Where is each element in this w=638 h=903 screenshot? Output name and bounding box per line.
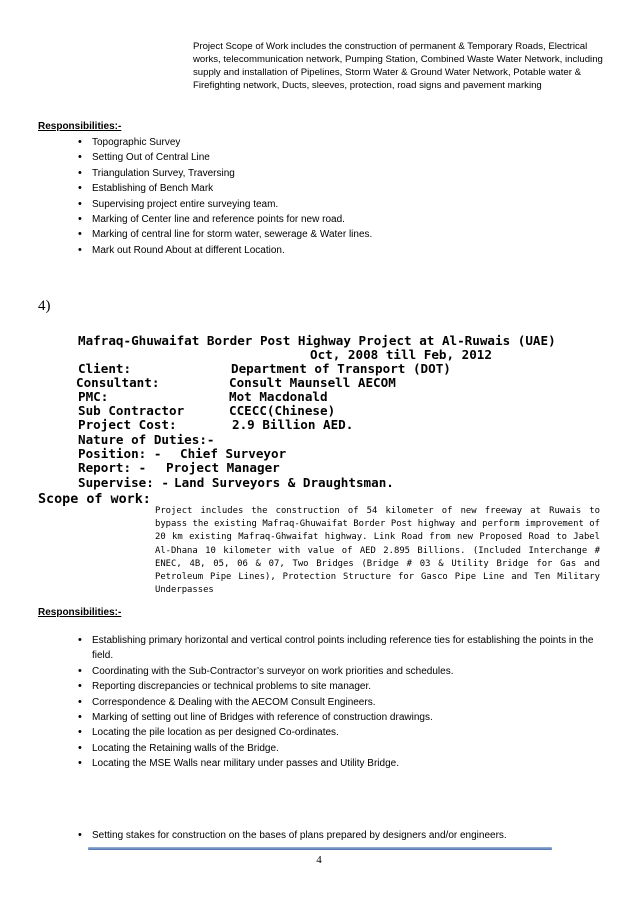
list-item: • Locating the pile location as per designed Co-ordinates. (78, 725, 603, 740)
project-cost-label: Project Cost: (78, 417, 177, 432)
report-value: Project Manager (166, 460, 280, 475)
pmc-label: PMC: (78, 389, 109, 404)
consultant-label: Consultant: (76, 375, 160, 390)
section-number: 4) (38, 298, 51, 314)
supervise-label: Supervise: - (78, 475, 169, 490)
list-item: • Marking of Center line and reference points for new road. (78, 212, 578, 227)
list-item: • Setting Out of Central Line (78, 150, 578, 165)
list-item: • Reporting discrepancies or technical problems to site manager. (78, 679, 603, 694)
position-value: Chief Surveyor (180, 446, 287, 461)
list-item: • Marking of setting out line of Bridges with reference of construction drawings. (78, 710, 603, 725)
list-item: • Establishing of Bench Mark (78, 181, 578, 196)
page-number: 4 (316, 854, 322, 866)
list-item: • Triangulation Survey, Traversing (78, 166, 578, 181)
list-item: • Coordinating with the Sub-Contractor’s surveyor on work priorities and schedules. (78, 664, 603, 679)
report-label: Report: - (78, 460, 147, 475)
project-title: Mafraq-Ghuwaifat Border Post Highway Project at Al-Ruwais (UAE) (78, 333, 556, 348)
list-item: • Supervising project entire surveying team. (78, 197, 578, 212)
client-value: Department of Transport (DOT) (231, 361, 451, 376)
list-item: • Locating the MSE Walls near military under passes and Utility Bridge. (78, 756, 603, 771)
intro-paragraph: Project Scope of Work includes the construction of permanent & Temporary Roads, Electrical works, telecommunication network, Pumping Station, Combined Waste Water Network, including supply and installation of Pipelines, Storm Water & Ground Water Network, Potable water & Firefighting network, Ducts, sleeves, protection, road signs and pavement marking (193, 41, 603, 91)
sub-contractor-label: Sub Contractor (78, 403, 185, 418)
nature-of-duties-label: Nature of Duties:- (78, 432, 215, 447)
list-item: • Setting stakes for construction on the bases of plans prepared by designers and/or engineers. (78, 828, 603, 843)
project-cost-value: 2.9 Billion AED. (232, 417, 354, 432)
list-item: • Mark out Round About at different Location. (78, 243, 578, 258)
list-item: • Locating the Retaining walls of the Bridge. (78, 741, 603, 756)
project-period: Oct, 2008 till Feb, 2012 (310, 347, 492, 362)
pmc-value: Mot Macdonald (229, 389, 328, 404)
responsibilities-list-2 (78, 633, 603, 772)
sub-contractor-value: CCECC(Chinese) (229, 403, 336, 418)
responsibilities-list-1 (78, 135, 578, 258)
scope-of-work-label: Scope of work: (38, 492, 151, 507)
position-label: Position: - (78, 446, 162, 461)
responsibilities-list-3 (78, 828, 603, 843)
footer-divider (88, 847, 552, 850)
responsibilities-heading-1: Responsibilities:- (38, 121, 122, 132)
responsibilities-heading-2: Responsibilities:- (38, 607, 122, 618)
list-item: • Establishing primary horizontal and vertical control points including reference ties for establishing the points in the field. (78, 633, 603, 664)
list-item: • Marking of central line for storm water, sewerage & Water lines. (78, 227, 578, 242)
scope-of-work-text: Project includes the construction of 54 kilometer of new freeway at Ruwais to bypass the existing Mafraq-Ghuwaifat Border Post highway and perform improvement of 20 km existing Mafraq-Ghwaifat highway. Link Road from new Proposed Road to Jabel Al-Dhana 10 kilometer with value of AED 2.895 Billions. (Included Interchange # ENEC, 4B, 05, 06 & 07, Two Bridges (Bridge # 03 & Utility Bridge for Gas and Petroleum Pipe Lines), Protection Structure for Gasco Pipe Line and Ten Military Underpasses (155, 506, 600, 596)
consultant-value: Consult Maunsell AECOM (229, 375, 396, 390)
list-item: • Correspondence & Dealing with the AECOM Consult Engineers. (78, 695, 603, 710)
supervise-value: Land Surveyors & Draughtsman. (174, 475, 394, 490)
client-label: Client: (78, 361, 132, 376)
list-item: • Topographic Survey (78, 135, 578, 150)
